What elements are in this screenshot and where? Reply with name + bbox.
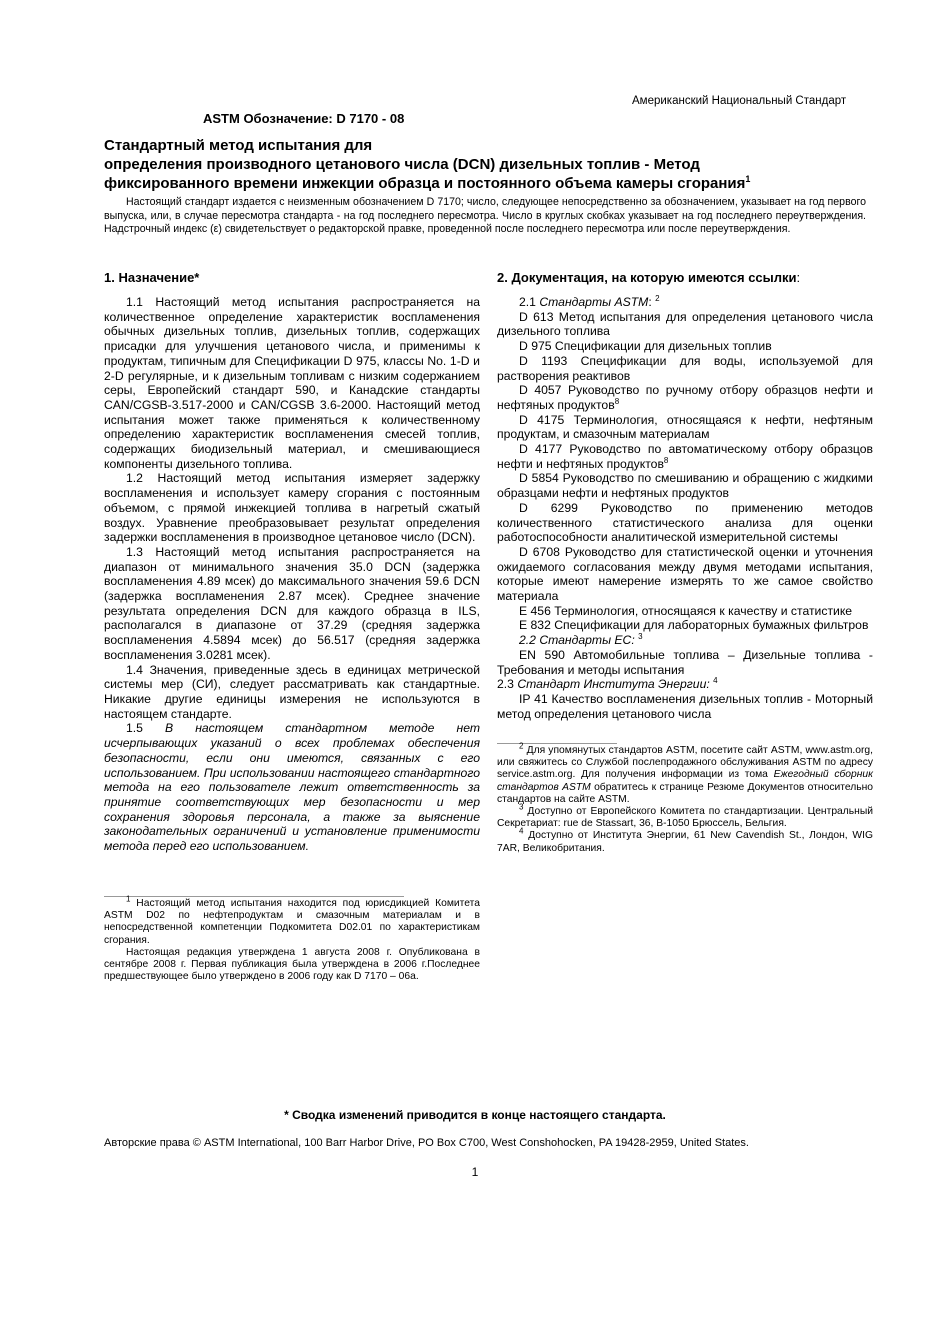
subsection-2-3-sup: 4	[713, 676, 718, 686]
astm-reference-item	[497, 618, 873, 633]
paragraph-1-3: 1.3 Настоящий метод испытания распространяется на диапазон от минимального значения 35.0 DCN (задержка воспламенения 4.89 мсек) до максимального значения 59.6 DCN (задержка воспламенения 2.87 мсек). Среднее значение результата определения DCN для каждого образца в ILS, располагался в диапазоне от 37.29 (средняя задержка воспламенения 4.5894 мсек) до 56.517 (средняя задержка воспламенения 3.0281 мсек).	[104, 544, 480, 662]
astm-reference-item	[497, 545, 873, 604]
astm-reference-footnote-ref: 8	[663, 455, 669, 465]
subsection-2-2-sup: 3	[638, 632, 643, 642]
astm-references-list	[497, 310, 873, 633]
title-line-3	[104, 174, 864, 193]
subsection-2-3-number: 2.3	[497, 677, 514, 692]
astm-reference-item	[497, 442, 873, 471]
astm-reference-item	[497, 310, 873, 339]
subsection-2-3	[497, 677, 873, 692]
astm-reference-text: E 832 Спецификации для лабораторных бумажных фильтров	[519, 618, 869, 633]
paragraph-1-5-number: 1.5	[126, 721, 143, 736]
footnote-4-number: 4	[519, 827, 524, 836]
paragraph-1-1: 1.1 Настоящий метод испытания распространяется на количественное определение характеристик воспламенения обычных дизельных топлив, дизельных топлив, содержащих присадки для улучшения цетанового числа, и применимы к продуктам, типичным для Спецификации D 975, классы No. 1-D и 2-D регулярные, и к дизельным топливам с низким содержанием серы, Европейский стандарт 590, и Канадские стандарты CAN/CGSB-3.517-2000 и CAN/CGSB 3.6-2000. Настоящий метод испытания может также применяться к количественному определению характеристик воспламенения смесей топлив, содержащих биодизельный материал, и смешивающиеся компоненты дизельного топлива.	[104, 295, 480, 471]
copyright-line: Авторские права © ASTM International, 100 Barr Harbor Drive, PO Box C700, West Conshohocken, PA 19428-2959, United States.	[104, 1137, 749, 1149]
astm-reference-text: D 6299 Руководство по применению методов количественного статистического анализа для оценки работоспособности аналитической измерительной системы	[497, 500, 873, 545]
section-2-heading	[497, 270, 873, 286]
subsection-2-1-title: Стандарты ASTM	[539, 295, 649, 309]
paragraph-1-4: 1.4 Значения, приведенные здесь в единицах метрической системы мер (СИ), следует рассматривать как стандартные. Никакие другие единицы измерения не используются в настоящем стандарте.	[104, 662, 480, 721]
footnote-3	[497, 802, 873, 830]
paragraph-1-5-text: В настоящем стандартном методе нет исчерпывающих указаний о всех проблемах обеспечения безопасности, если они имеются, связанных с его использованием. При использовании настоящего стандартного метода на его пользователе лежит ответственность за принятие соответствующих мер безопасности и мер сохранения здоровья персонала, а также за выяснение законодательных ограничений и установление применимости метода перед его использованием.	[104, 721, 481, 854]
page-number: 1	[471, 1165, 479, 1179]
astm-reference-text: D 5854 Руководство по смешиванию и обращению с жидкими образцами нефти и нефтяных продуктов	[497, 471, 873, 501]
section-2-heading-text: 2. Документация, на которую имеются ссылки	[497, 270, 797, 285]
subsection-2-3-title: Стандарт Института Энергии:	[517, 677, 710, 692]
left-column	[104, 270, 480, 854]
paragraph-1-5	[104, 721, 480, 853]
footnote-divider-left	[104, 896, 404, 897]
footnote-3-text: Доступно от Европейского Комитета по стандартизации. Центральный Секретариат: rue de Stassart, 36, B-1050 Брюссель, Бельгия.	[497, 806, 873, 830]
footnote-1-text: Настоящий метод испытания находится под юрисдикцией Комитета ASTM D02 по нефтепродуктам и смазочным материалам и в непосредственной компетенции Подкомитета D02.01 по характеристикам сгорания.	[104, 898, 480, 946]
right-column	[497, 270, 873, 721]
astm-reference-text: D 613 Метод испытания для определения цетанового числа дизельного топлива	[497, 309, 873, 339]
footnote-1	[104, 894, 480, 947]
astm-reference-text: D 4057 Руководство по ручному отбору образцов нефти и нефтяных продуктов	[497, 383, 873, 412]
subsection-2-1-number: 2.1	[519, 295, 536, 309]
footnote-2-number: 2	[519, 741, 524, 751]
astm-reference-footnote-ref: 8	[614, 396, 620, 406]
title-line-1: Стандартный метод испытания для	[104, 137, 373, 154]
astm-reference-item	[497, 413, 873, 442]
footnote-2-text-italic: Ежегодный сборник стандартов ASTM	[497, 769, 873, 793]
summary-of-changes-note: * Сводка изменений приводится в конце настоящего стандарта.	[284, 1108, 666, 1122]
subsection-2-2-title: 2.2 Стандарты ЕС:	[519, 633, 635, 648]
astm-reference-text: E 456 Терминология, относящаяся к качеству и статистике	[519, 603, 853, 618]
title-line-2: определения производного цетанового числа (DCN) дизельных топлив - Метод	[104, 156, 700, 173]
footnote-2-text-a: Для упомянутых стандартов ASTM, посетите сайт ASTM, www.astm.org, или свяжитесь со Службой послепродажного обслуживания ASTM по адресу service.astm.org. Для получения информации из тома	[497, 745, 873, 781]
reference-ip-41: IP 41 Качество воспламенения дизельных топлив - Моторный метод определения цетанового числа	[497, 691, 873, 721]
astm-reference-item	[497, 339, 873, 354]
astm-reference-text: D 1193 Спецификации для воды, используемой для растворения реактивов	[497, 353, 873, 383]
footnote-divider-right	[497, 743, 617, 744]
footnotes-right	[497, 741, 873, 855]
footnote-4-text: Доступно от Института Энергии, 61 New Cavendish St., Лондон, WIG 7AR, Великобритания.	[497, 830, 873, 854]
issuance-notice: Настоящий стандарт издается с неизменным обозначением D 7170; число, следующее непосредственно за обозначением, указывает на год первого выпуска, или, в случае пересмотра стандарта - на год последнего пересмотра. Число в круглых скобках указывает на год последнего переутверждения. Надстрочный индекс (ε) свидетельствует о редакторской правке, проведенной после последнего пересмотра или после переутверждения.	[104, 196, 866, 235]
astm-reference-item	[497, 501, 873, 545]
astm-reference-item	[497, 354, 873, 383]
subsection-2-1: 2.1 Стандарты ASTM: $^2$	[519, 293, 660, 309]
footnote-3-number: 3	[519, 802, 524, 812]
title-footnote-ref: 1	[745, 174, 751, 184]
reference-en-590: EN 590 Автомобильные топлива – Дизельные топлива - Требования и методы испытания	[497, 647, 873, 677]
footnote-2	[497, 741, 873, 806]
subsection-2-1-sup: 2	[655, 293, 660, 303]
designation: ASTM Обозначение: D 7170 - 08	[203, 111, 405, 126]
footnote-1-edition: Настоящая редакция утверждена 1 августа 2008 г. Опубликована в сентябре 2008 г. Первая публикация была утверждена в 2006 г.Последнее предшествующее было утверждено в 2006 году как D 7170 – 06a.	[104, 946, 480, 983]
subsection-2-2	[497, 633, 873, 648]
title-line-3-text: фиксированного времени инжекции образца и постоянного объема камеры сгорания	[104, 175, 746, 192]
astm-reference-text: D 4175 Терминология, относящаяся к нефти, нефтяным продуктам, и смазочным материалам	[497, 412, 873, 442]
astm-reference-text: D 4177 Руководство по автоматическому отбору образцов нефти и нефтяных продуктов	[497, 442, 873, 471]
astm-reference-text: D 6708 Руководство для статистической оценки и уточнения ожидаемого согласования между двумя методами испытания, которые имеют намерение измерять то же самое свойство материала	[497, 544, 873, 604]
section-1-heading: 1. Назначение*	[104, 270, 200, 285]
document-title	[104, 136, 864, 193]
footnotes-left	[104, 894, 480, 983]
paragraph-1-2: 1.2 Настоящий метод испытания измеряет задержку воспламенения и использует камеру сгорания с постоянным объемом, с прямой инжекцией топлива в нагретый сжатый воздух. Уравнение преобразовывает результат определения задержки воспламенения в производное цетановое число (DCN).	[104, 471, 480, 545]
astm-reference-text: D 975 Спецификации для дизельных топлив	[519, 339, 772, 354]
footnote-1-number: 1	[126, 894, 131, 904]
section-2-heading-colon: :	[796, 270, 801, 285]
footnote-2-text-b: обратитесь к странице Резюме Документов относительно стандартов на сайте ASTM.	[497, 781, 873, 805]
astm-reference-item	[497, 604, 873, 619]
astm-reference-item	[497, 383, 873, 412]
astm-reference-item	[497, 471, 873, 500]
footnote-4	[497, 827, 873, 854]
national-standard-label: Американский Национальный Стандарт	[632, 95, 847, 107]
